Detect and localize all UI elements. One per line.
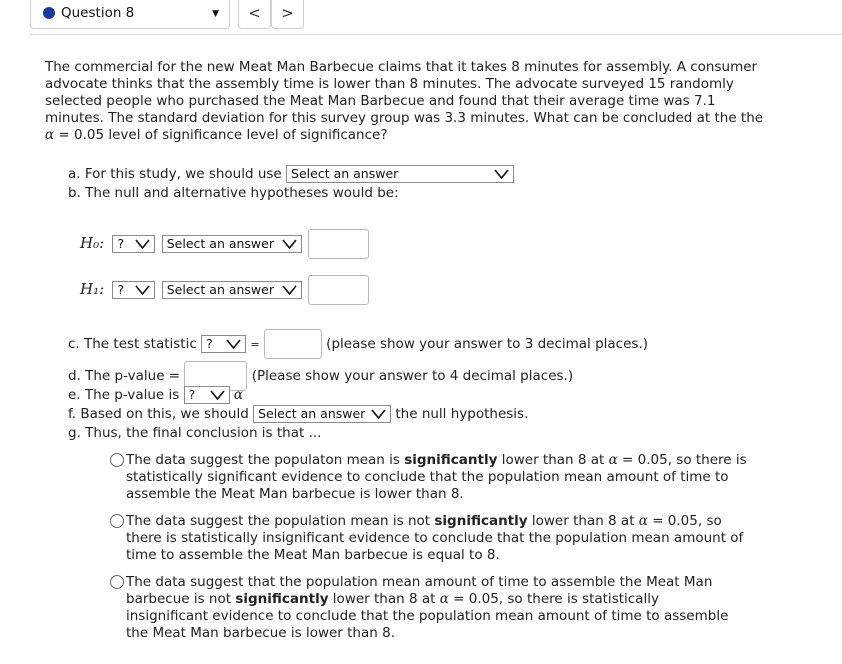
part-e: e. The p-value is ? α (68, 387, 244, 403)
prev-question-button[interactable] (238, 0, 271, 29)
part-f: f. Based on this, we should Select an answer the null hypothesis. (68, 406, 529, 422)
chevron-down-icon (226, 337, 241, 351)
top-bar (0, 0, 842, 36)
part-d: d. The p-value = (Please show your answer to 4 decimal places.) (68, 361, 573, 391)
decision-select[interactable]: Select an answer (253, 405, 391, 423)
test-type-select[interactable]: Select an answer (286, 165, 514, 183)
caret-down-icon: ▼ (212, 9, 219, 19)
h0-value-input[interactable] (308, 229, 369, 259)
part-b: b. The null and alternative hypotheses would be: (68, 185, 399, 201)
test-statistic-select[interactable]: ? (201, 335, 246, 353)
conclusion-option[interactable]: The data suggest the population mean is not significantly lower than 8 at α = 0.05, so there is statistically insignificant evidence to conclude that the population mean amount of time to assemble the Meat Man barbecue is equal to 8. (110, 513, 750, 564)
p-value-comparison-select[interactable]: ? (184, 386, 230, 404)
h1-label: H₁: (80, 280, 105, 298)
next-question-button[interactable] (271, 0, 304, 29)
conclusion-option[interactable]: The data suggest that the population mean amount of time to assemble the Meat Man barbecue is not significantly lower than 8 at α = 0.05, so there is statistically insignificant evidence to conclude that the population mean amount of time to assemble the Meat Man barbecue is lower than 8. (110, 574, 730, 642)
h0-parameter-select[interactable]: ? (112, 235, 155, 253)
part-a: a. For this study, we should use Select an answer (68, 165, 514, 183)
conclusion-option[interactable]: The data suggest the populaton mean is significantly lower than 8 at α = 0.05, so there is statistically significant evidence to conclude that the population mean amount of time to assemble the Meat Man barbecue is lower than 8. (110, 452, 750, 503)
chevron-down-icon (135, 283, 150, 297)
problem-statement: The commercial for the new Meat Man Barbecue claims that it takes 8 minutes for assembly. A consumer advocate thinks that the assembly time is lower than 8 minutes. The advocate surveyed 15 randomly selected people who purchased the Meat Man Barbecue and found that their average time was 7.1 minutes. The standard deviation for this survey group was 3.3 minutes. What can be concluded at the the α = 0.05 level of significance level of significance? (45, 59, 764, 143)
chevron-down-icon (282, 237, 297, 251)
part-c: c. The test statistic ? = (please show your answer to 3 decimal places.) (68, 329, 648, 359)
question-select[interactable] (30, 0, 230, 29)
chevron-down-icon (210, 388, 225, 402)
h0-row (80, 229, 369, 259)
alpha-symbol: α (608, 452, 618, 468)
radio-button[interactable] (110, 453, 124, 467)
chevron-down-icon (494, 167, 509, 181)
h1-value-input[interactable] (308, 275, 369, 305)
chevron-down-icon (371, 407, 386, 421)
part-g: g. Thus, the final conclusion is that ... (68, 425, 322, 441)
radio-button[interactable] (110, 575, 124, 589)
test-statistic-input[interactable] (264, 329, 322, 359)
h0-operator-select[interactable]: Select an answer (162, 235, 302, 253)
divider (30, 34, 842, 35)
radio-button[interactable] (110, 514, 124, 528)
chevron-right-icon: > (281, 3, 294, 22)
h1-operator-select[interactable]: Select an answer (162, 281, 302, 299)
chevron-down-icon (135, 237, 150, 251)
alpha-symbol: α (233, 387, 244, 403)
chevron-down-icon (282, 283, 297, 297)
h1-parameter-select[interactable]: ? (112, 281, 155, 299)
alpha-symbol: α (439, 591, 449, 607)
alpha-symbol: α (45, 127, 55, 143)
h1-row (80, 275, 369, 305)
chevron-left-icon: < (248, 3, 261, 22)
alpha-symbol: α (638, 513, 648, 529)
question-label: Question 8 (61, 4, 135, 21)
question-status-dot (43, 7, 55, 19)
h0-label: H₀: (80, 234, 105, 252)
equals-sign: = (250, 338, 260, 351)
